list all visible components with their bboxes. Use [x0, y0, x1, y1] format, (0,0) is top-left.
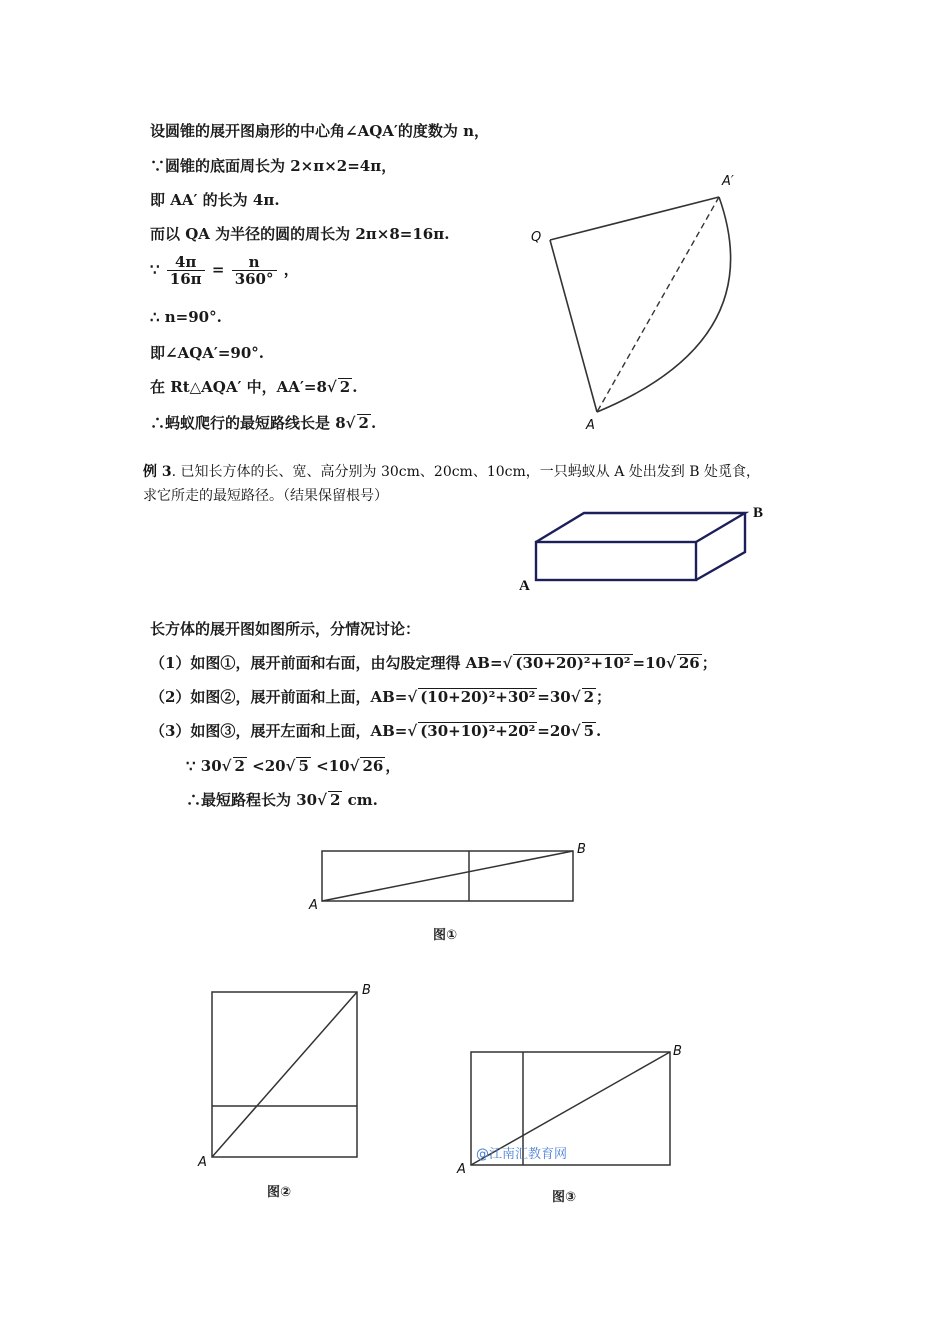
fraction-numerator: 4π	[167, 254, 205, 271]
cuboid-label-a: A	[519, 578, 530, 594]
case2-eq: =30	[537, 688, 571, 706]
period: .	[352, 378, 358, 396]
example3-label: 例 3	[143, 464, 172, 480]
solution1-line2: ∵圆锥的底面周长为 2×π×2=4π，	[150, 157, 397, 175]
fig2-caption: 图②	[267, 1185, 292, 1200]
solution1-line6: ∴ n=90°.	[150, 308, 222, 326]
fig1-label-a: A	[309, 898, 318, 913]
comma: ，	[385, 757, 401, 775]
fig3-label-a: A	[457, 1162, 466, 1177]
radicand: 2	[234, 757, 245, 775]
solution1-line3: 即 AA′ 的长为 4π.	[150, 191, 280, 209]
comma: ，	[283, 260, 299, 279]
sqrt-symbol: √	[326, 378, 337, 396]
solution1-line4: 而以 QA 为半径的圆的周长为 2π×8=16π.	[150, 225, 450, 243]
period: .	[370, 414, 377, 432]
label-q: Q	[531, 230, 542, 245]
semicolon: ；	[701, 654, 717, 672]
fig2-label-b: B	[362, 983, 371, 998]
radicand: (30+20)²+10²	[515, 654, 631, 672]
sqrt-symbol: √	[570, 722, 581, 740]
fraction-denominator: 360°	[234, 270, 274, 288]
radicand: 26	[362, 757, 384, 775]
conclusion-unit: cm.	[342, 791, 378, 809]
watermark-text: @江南汇教育网	[476, 1147, 568, 1162]
sqrt-symbol: √	[407, 688, 418, 706]
radicand: 5	[298, 757, 309, 775]
conclusion-text: ∴最短路程长为 30	[186, 791, 318, 809]
fig2-label-a: A	[198, 1155, 207, 1170]
compare-mid1: <20	[246, 757, 286, 775]
sqrt-symbol: √	[317, 791, 327, 809]
equals-sign: =	[211, 260, 225, 279]
case2-text: （2）如图②，展开前面和上面，AB=	[150, 688, 408, 706]
radicand: (30+10)²+20²	[420, 722, 536, 740]
compare-text: ∵ 30	[186, 757, 222, 775]
case3-eq: =20	[537, 722, 571, 740]
sqrt-symbol: √	[665, 654, 676, 672]
cuboid-label-b: B	[753, 505, 764, 521]
fig1-caption: 图①	[433, 928, 458, 943]
radicand: 2	[583, 688, 595, 706]
case1-eq: =10	[632, 654, 666, 672]
line9-text: ∴蚂蚁爬行的最短路线长是 8	[150, 414, 346, 432]
solution1-line1: 设圆锥的展开图扇形的中心角∠AQA′的度数为 n，	[150, 122, 489, 140]
fraction-numerator: n	[232, 254, 277, 271]
line8-text: 在 Rt△AQA′ 中，AA′=8	[150, 378, 327, 396]
sqrt-symbol: √	[285, 757, 296, 775]
fig1-label-b: B	[577, 842, 586, 857]
fig2-path-ab	[212, 992, 357, 1157]
sqrt-symbol: √	[221, 757, 232, 775]
radicand: 2	[329, 791, 341, 809]
because-symbol: ∵	[150, 260, 160, 279]
sqrt-symbol: √	[502, 654, 513, 672]
period: .	[596, 722, 602, 740]
radicand: (10+20)²+30²	[420, 688, 536, 706]
radicand: 2	[358, 414, 369, 432]
solution2-intro: 长方体的展开图如图所示，分情况讨论：	[150, 620, 421, 638]
case1-text: （1）如图①，展开前面和右面，由勾股定理得 AB=	[150, 654, 503, 672]
compare-mid2: <10	[310, 757, 350, 775]
example3-line2: 求它所走的最短路径。（结果保留根号）	[143, 488, 388, 504]
example3-text1: . 已知长方体的长、宽、高分别为 30cm、20cm、10cm，一只蚂蚁从 A 处出发到 B 处觅食，	[171, 464, 760, 480]
fig3-caption: 图③	[552, 1190, 577, 1205]
radicand: 2	[339, 378, 351, 396]
solution1-line7: 即∠AQA′=90°.	[150, 344, 265, 362]
radicand: 26	[678, 654, 700, 672]
semicolon: ；	[596, 688, 612, 706]
sqrt-symbol: √	[349, 757, 360, 775]
label-a: A	[586, 418, 595, 433]
case3-text: （3）如图③，展开左面和上面，AB=	[150, 722, 408, 740]
sqrt-symbol: √	[345, 414, 356, 432]
sqrt-symbol: √	[407, 722, 418, 740]
sqrt-symbol: √	[570, 688, 581, 706]
fraction-denominator: 16π	[169, 270, 202, 288]
radicand: 5	[583, 722, 595, 740]
fig1-path-ab	[322, 851, 573, 901]
fig3-label-b: B	[673, 1044, 682, 1059]
label-a-prime: A′	[722, 174, 734, 189]
